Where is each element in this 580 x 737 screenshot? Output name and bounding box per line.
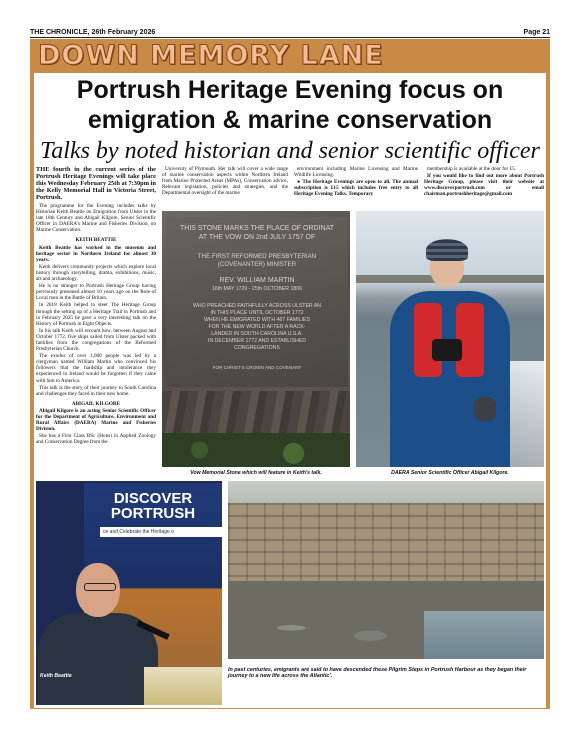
glasses [84,583,116,591]
contact-info: If you would like to find out more about Portrush Heritage Group, please visit their website at www.discoverportrush.com or email chairman.portrushheritage@gmail.com [424,173,544,198]
banner-title-line-1: DISCOVER [113,490,193,507]
plaque-text: IN DECEMBER 1772 AND ESTABLISHED [208,338,306,344]
glove [474,397,496,421]
banner-title [84,491,222,521]
plaque-text: WHEN HE EMIGRATED WITH 467 FAMILIES [204,317,310,323]
banner-title-line-2: PORTRUSH [110,505,196,522]
headline-line-2: emigration & marine conservation [87,106,493,134]
plaque-text: LANDED IN SOUTH CAROLINA U.S.A. [211,331,303,337]
section-heading-abigail: ABIGAIL KILGORE [71,400,121,407]
keith-photo-caption: Keith Beattie [40,673,72,679]
plaque-text: AT THE VOW ON 2nd JULY 1757 OF [198,234,316,241]
paragraph: Keith Beattie has worked in the museum and heritage sector in Northern Ireland for almost 30 years. [36,244,156,263]
paragraph: membership is available at the door for £5. [427,166,517,172]
plaque-text: CONGREGATIONS [234,345,280,351]
article [34,73,546,708]
harbour-water [424,611,544,659]
paragraph: environment including Marine Licensing and Marine Wildlife Licensing. [294,166,418,179]
plaque-text: THE FIRST REFORMED PRESBYTERIAN [197,253,317,260]
person-jacket [390,291,510,467]
section-title: DOWN MEMORY LANE [38,40,384,71]
subheadline: Talks by noted historian and senior scientific officer [40,138,540,164]
memorial-plaque [166,217,348,387]
headline [34,75,546,135]
paragraph: Abigail Kilgore is an acting Senior Scientific Officer for the Department of Agriculture, Environment and Rural Affairs (DAERA) Marine and Fisheries Division. [36,407,156,433]
banner-tagline: ce and Celebrate the Heritage o [100,527,222,537]
article-column-2 [162,166,288,212]
plaque-text: THIS STONE MARKS THE PLACE OF ORDINAT [179,225,335,232]
paragraph: The programme for the Evening includes talks by Historian Keith Beattie on Emigration from Ulster in the late 18th Century and Abigail Kilgore, Senior Scientific Officer in DAERA's Marine and Fisheries Division, on Marine Conservation. [36,203,156,234]
plaque-text: REV. WILLIAM MARTIN [219,277,295,284]
vow-memorial-stone-photo [162,211,350,467]
paragraph: This talk is the story of their journey to South Carolina and challenges they faced in their new home. [36,384,156,397]
section-banner [30,39,550,72]
header-rule [30,37,550,38]
masthead: THE CHRONICLE, 26th February 2026 [30,28,156,36]
lead-paragraph: THE fourth in the current series of the Portrush Heritage Evenings will take place this Wednesday February 25th at 7:30pm in the Kelly Memorial Hall in Victoria Street, Portrush. [36,166,156,201]
page-number: Page 21 [523,28,550,36]
abigail-kilgore-photo [356,211,544,467]
harbour-photo-caption: In past centuries, emigrants are said to have descended these Pilgrim Steps in Portrush Harbour as they began their journey to a new life across the Atlantic'. [228,667,527,680]
pilgrim-steps-photo [228,481,544,659]
article-column-3 [294,166,418,212]
paragraph: He is no stranger to Portrush Heritage Group having previously presented almost 10 years ago on the Role of Local men in the Battle of Britain. [36,283,156,302]
abigail-photo-caption: DAERA Senior Scientific Officer Abigail Kilgore. [391,470,509,476]
plaque-text: (COVENANTER) MINISTER [217,261,297,268]
ivy-foliage [162,433,350,467]
paragraph: In 2018 Keith helped to steer The Heritage Group through the setting up of a Heritage Trail in Portrush and in February 2025 he gave a very interesting talk on the History of Portrush in Eight Objects. [36,302,156,327]
section-heading-keith: KEITH BEATTIE [75,237,117,244]
paragraph: She has a First Class BSc (Hons) in Applied Zoology and Conservation Degree from the [36,433,156,446]
subscription-info: ● The Heritage Evenings are open to all. The annual subscription is £15 which includes free entry to all Heritage Evening Talks. Temporary [294,179,418,198]
paragraph: In his talk Keith will recount how, between August and October 1772, five ships sailed from Ulster packed with families from the congregations of the Reformed Presbyterian Church. [36,327,156,353]
plaque-text: 16th MAY 1729 - 25th OCTOBER 1806 [212,286,302,292]
paragraph: The exodus of over 1,000 people was led by a clergyman named William Martin who convinced his followers that the hardship and intolerance they experienced in Ireland would be forgotten if they came with him to America. [36,353,156,384]
lectern [144,667,222,705]
stone-photo-caption: Vow Memorial Stone which will feature in Keith's talk. [190,470,322,476]
binoculars [432,339,462,361]
headline-line-1: Portrush Heritage Evening focus on [76,76,504,104]
article-column-4 [424,166,544,212]
woolly-hat [426,239,468,261]
paragraph: Keith delivers community projects which explore local history through storytelling, drama, exhibitions, music, art and archaeology. [36,263,156,283]
plaque-text: FOR CHRIST'S CROWN AND COVENANT [212,365,302,370]
plaque-text: IN THIS PLACE UNTIL OCTOBER 1772 [210,310,304,316]
keith-beattie-photo [36,481,222,705]
plaque-text: FOR THE NEW WORLD AFTER A RACK- [208,324,306,330]
paragraph: University of Plymouth. Her talk will cover a wide range of marine conservation aspects within Northern Ireland from Marine Protected Areas (MPAs), Conservation advice, Relevant legislation, policies and strategies, and the Departmental oversight of the marine [162,166,288,197]
plaque-text: WHO PREACHED FAITHFULLY ACROSS ULSTER AN [192,303,322,309]
